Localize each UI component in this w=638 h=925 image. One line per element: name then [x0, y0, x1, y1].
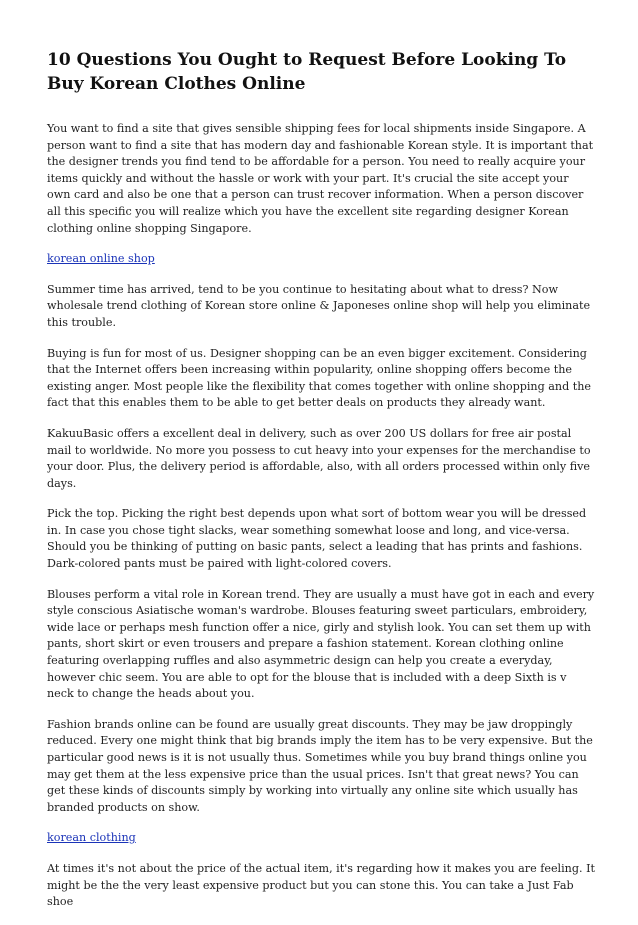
korean-clothing-link[interactable]: korean clothing: [47, 831, 136, 845]
link-paragraph-2: [47, 830, 595, 847]
paragraph-4: KakuuBasic offers a excellent deal in delivery, such as over 200 US dollars for free air postal mail to worldwide. No more you possess to cut heavy into your expenses for the merchandise to your door. Plus, the delivery period is affordable, also, with all orders processed within only five days.: [47, 426, 591, 490]
paragraph-7: Fashion brands online can be found are usually great discounts. They may be jaw droppingly reduced. Every one might think that big brands imply the item has to be very expensive. But the particular good news is it is not usually thus. Sometimes while you buy brand things online you may get them at the less expensive price than the usual prices. Isn't that great news? You can get these kinds of discounts simply by working into virtually any online site which usually has branded products on show.: [47, 717, 593, 814]
paragraph-3: Buying is fun for most of us. Designer shopping can be an even bigger excitement. Considering that the Internet offers been increasing within popularity, online shopping offers become the existing anger. Most people like the flexibility that comes together with online shopping and the fact that this enables them to be able to get better deals on products they already want.: [47, 346, 591, 410]
document-page: [47, 48, 595, 925]
paragraph-8: At times it's not about the price of the actual item, it's regarding how it makes you are feeling. It might be the the very least expensive product but you can stone this. You can take a Just Fab shoe: [47, 861, 595, 909]
link-paragraph-1: [47, 251, 595, 268]
paragraph-2: Summer time has arrived, tend to be you continue to hesitating about what to dress? Now wholesale trend clothing of Korean store online & Japoneses online shop will help you eliminate this trouble.: [47, 282, 591, 329]
korean-online-shop-link[interactable]: korean online shop: [47, 252, 155, 266]
paragraph-5: Pick the top. Picking the right best depends upon what sort of bottom wear you will be dressed in. In case you chose tight slacks, wear something somewhat loose and long, and vice-versa. Should you be thinking of putting on basic pants, select a leading that has prints and fashions. Dark-colored pants must be paired with light-colored covers.: [47, 507, 587, 571]
paragraph-1: You want to find a site that gives sensible shipping fees for local shipments inside Singapore. A person want to find a site that has modern day and fashionable Korean style. It is important that the designer trends you find tend to be affordable for a person. You need to really acquire your items quickly and without the hassle or work with your part. It's crucial the site accept your own card and also be one that a person can trust recover information. When a person discover all this specific you will realize which you have the excellent site regarding designer Korean clothing online shopping Singapore.: [47, 122, 594, 235]
document-title: 10 Questions You Ought to Request Before Looking To Buy Korean Clothes Online: [47, 50, 567, 94]
paragraph-6: Blouses perform a vital role in Korean trend. They are usually a must have got in each and every style conscious Asiatische woman's wardrobe. Blouses featuring sweet particulars, embroidery, wide lace or perhaps mesh function offer a nice, girly and stylish look. You can set them up with pants, short skirt or even trousers and prepare a fashion statement. Korean clothing online featuring overlapping ruffles and also asymmetric design can help you create a everyday, however chic seem. You are able to opt for the blouse that is included with a deep Sixth is v neck to change the heads about you.: [47, 587, 595, 701]
